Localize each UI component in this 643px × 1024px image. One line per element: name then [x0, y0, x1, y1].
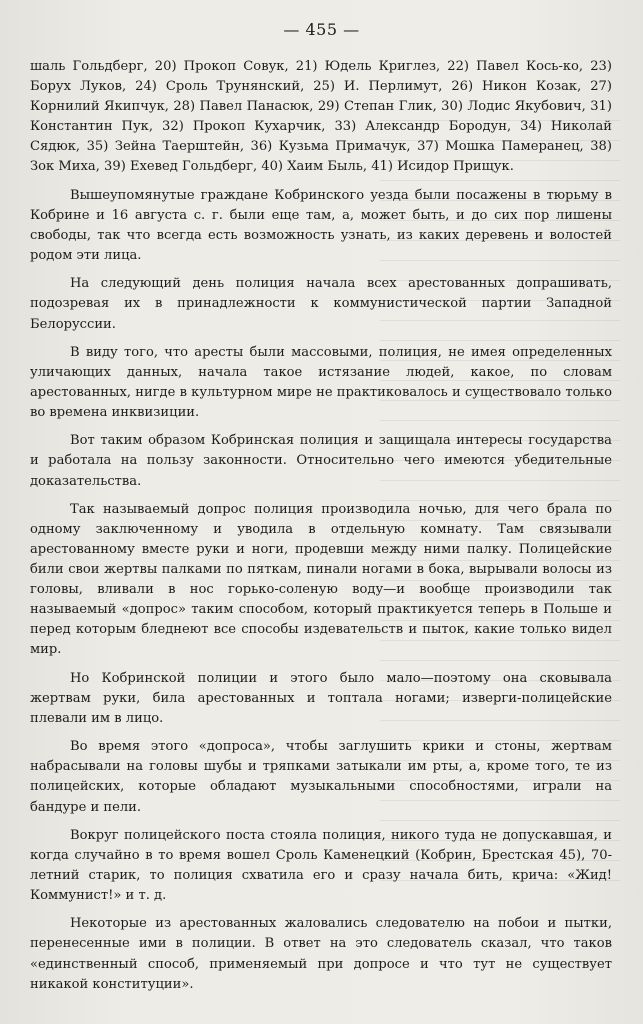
body-text	[30, 57, 612, 1003]
paragraph: На следующий день полиция начала всех арестованных допрашивать, подозревая их в принадлежности к коммунистической партии Западной Белоруссии.	[30, 276, 612, 332]
paragraph: Вышеупомянутые граждане Кобринского уезда были посажены в тюрьму в Кобрине и 16 августа с. г. были еще там, а, может быть, и до сих пор лишены свободы, так что всегда есть возможность узнать, из каких деревень и волостей родом эти лица.	[30, 187, 612, 264]
page-number: — 455 —	[283, 20, 360, 39]
paragraph: Но Кобринской полиции и этого было мало—поэтому она сковывала жертвам руки, била арестованных и топтала ногами; изверги-полицейские плевали им в лицо.	[30, 670, 612, 726]
paragraph: В виду того, что аресты были массовыми, полиция, не имея определенных уличающих данных, начала такое истязание людей, какое, по словам арестованных, нигде в культурном мире не практиковалось и существовало только во времена инквизиции.	[30, 344, 612, 421]
paragraph: Вот таким образом Кобринская полиция и защищала интересы государства и работала на пользу законности. Относительно чего имеются убедительные доказательства.	[30, 433, 612, 489]
paragraph: Вокруг полицейского поста стояла полиция, никого туда не допускавшая, и когда случайно в то время вошел Сроль Каменецкий (Кобрин, Брестская 45), 70-летний старик, то полиция схватила его и сразу начала бить, крича: «Жид! Коммунист!» и т. д.	[30, 827, 612, 904]
paragraph: Некоторые из арестованных жаловались следователю на побои и пытки, перенесенные ими в полиции. В ответ на это следователь сказал, что таков «единственный способ, применяемый при допросе и что тут не существует никакой конституции».	[30, 916, 612, 992]
paragraph: Так называемый допрос полиция производила ночью, для чего брала по одному заключенному и уводила в отдельную комнату. Там связывали арестованному вместе руки и ноги, продевши между ними палку. Полицейские били свои жертвы палками по пяткам, пинали ногами в бока, вырывали волосы из головы, вливали в нос горько-соленую воду—и вообще производили так называемый «допрос» таким способом, который практикуется теперь в Польше и перед которым бледнеют все способы издевательств и пыток, какие только видел мир.	[30, 501, 612, 658]
paragraph-name-list: шаль Гольдберг, 20) Прокоп Совук, 21) Юдель Криглез, 22) Павел Кось-ко, 23) Борух Луков, 24) Сроль Трунянский, 25) И. Перлимут, 26) Никон Козак, 27) Корнилий Якипчук, 28) Павел Панасюк, 29) Степан Глик, 30) Лодис Якубович, 31) Константин Пук, 32) Прокоп Кухарчик, 33) Александр Бородун, 34) Николай Сядюк, 35) Зейна Таерштейн, 36) Кузьма Примачук, 37) Мошка Памеранец, 38) Зок Миха, 39) Ехевед Гольдберг, 40) Хаим Быль, 41) Исидор Прищук.	[30, 59, 612, 175]
paragraph: Во время этого «допроса», чтобы заглушить крики и стоны, жертвам набрасывали на головы шубы и тряпками затыкали им рты, а, кроме того, те из полицейских, которые обладают музыкальными способностями, играли на бандуре и пели.	[30, 739, 612, 815]
